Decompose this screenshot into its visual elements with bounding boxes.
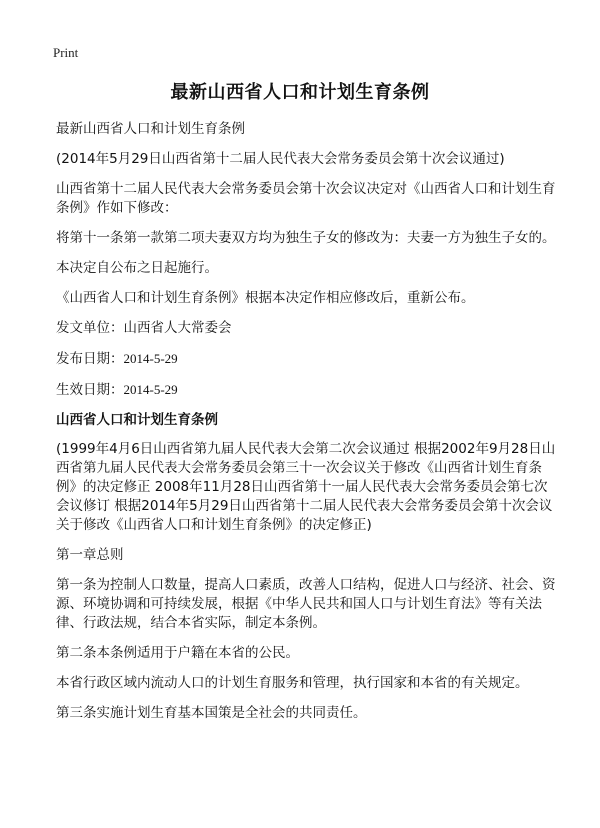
regulation-history: (1999年4月6日山西省第九届人民代表大会第二次会议通过 根据2002年9月28日山西省第九届人民代表大会常务委员会第三十一次会议关于修改《山西省计划生育条例》的决定修正 2008年11月28日山西省第十一届人民代表大会常务委员会第七次会议修订 根据2014年5月29日山西省第十二届人民代表大会常务委员会第十次会议关于修改《山西省人口和计划生育条例》的决定修正): [56, 441, 556, 533]
republish-paragraph: 《山西省人口和计划生育条例》根据本决定作相应修改后，重新公布。: [56, 290, 475, 306]
article-3: 第三条实施计划生育基本国策是全社会的共同责任。: [56, 705, 367, 721]
decision-paragraph: 山西省第十二届人民代表大会常务委员会第十次会议决定对《山西省人口和计划生育条例》作如下修改：: [56, 181, 556, 216]
issuer-line: [56, 319, 556, 338]
issuer-value: 山西省人大常委会: [123, 320, 232, 336]
publish-date-line: [56, 349, 556, 369]
chapter-heading: 第一章总则: [56, 547, 124, 563]
subtitle: 最新山西省人口和计划生育条例: [56, 121, 245, 137]
publish-date-value: 2014-5-29: [123, 351, 178, 366]
effective-date-line: [56, 380, 556, 400]
amendment-paragraph: 将第十一条第一款第二项夫妻双方均为独生子女的修改为：夫妻一方为独生子女的。: [56, 230, 556, 246]
adoption-note: (2014年5月29日山西省第十二届人民代表大会常务委员会第十次会议通过): [56, 151, 505, 167]
article-2: 第二条本条例适用于户籍在本省的公民。: [56, 645, 299, 661]
effective-date-value: 2014-5-29: [123, 382, 178, 397]
print-link[interactable]: Print: [53, 45, 79, 60]
publish-date-label: 发布日期：: [56, 351, 124, 367]
issuer-label: 发文单位：: [56, 320, 124, 336]
page-title: 最新山西省人口和计划生育条例: [170, 82, 430, 103]
document-body: [56, 120, 556, 734]
regulation-heading: 山西省人口和计划生育条例: [56, 412, 218, 428]
effective-date-label: 生效日期：: [56, 382, 124, 398]
article-2-note: 本省行政区域内流动人口的计划生育服务和管理，执行国家和本省的有关规定。: [56, 675, 529, 691]
article-1: 第一条为控制人口数量，提高人口素质，改善人口结构，促进人口与经济、社会、资源、环境协调和可持续发展，根据《中华人民共和国人口与计划生育法》等有关法律、行政法规，结合本省实际，制定本条例。: [56, 577, 556, 631]
effective-paragraph: 本决定自公布之日起施行。: [56, 260, 218, 276]
